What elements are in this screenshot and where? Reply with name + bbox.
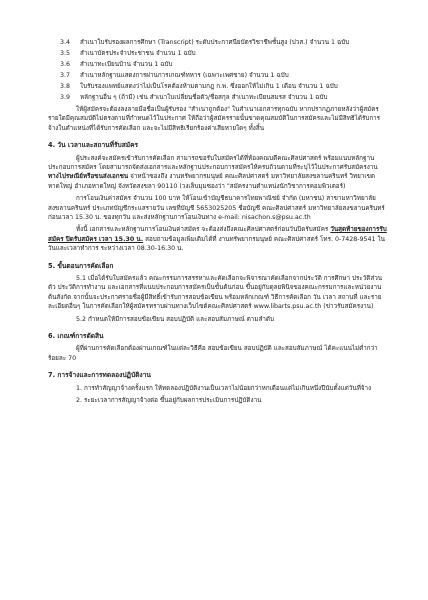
list-number: 3.8 xyxy=(60,82,71,90)
section-5-paragraph-2: 5.2 กำหนดให้มีการสอบข้อเขียน สอบปฏิบัติ และสอบสัมภาษณ์ ตามลำดับ xyxy=(76,315,274,323)
list-item xyxy=(48,49,388,58)
list-item xyxy=(48,93,388,102)
section-7-item-1: 1. การทำสัญญาจ้างครั้งแรก ให้ทดลองปฏิบัติงานเป็นเวลาไม่น้อยกว่าหกเดือนแต่ไม่เกินหนึ่งปีนับตั้งแต่วันที่จ้าง xyxy=(76,384,372,392)
deadline-text: วันสุดท้ายของการรับสมัคร ปิดรับสมัคร เวลา 15.30 น. xyxy=(48,226,387,243)
section-7-item-2: 2. ระยะเวลาการสัญญาจ้างต่อ ขึ้นอยู่กับผลการประเมินการปฏิบัติงาน xyxy=(76,397,262,405)
section-5-heading: 5. ขั้นตอนการคัดเลือก xyxy=(48,261,114,270)
text-span: จ่าหน้าซองถึง งานทรัพยากรมนุษย์ คณะศิลปศาสตร์ มหาวิทยาลัยสงขลานครินทร์ วิทยาเขตหาดใหญ่ อำเภอหาดใหญ่ จังหวัดสงขลา 90110 (วงเล็บมุมซองว่า "สมัครงานตำแหน่งนักวิชาการคอมพิวเตอร์) xyxy=(48,173,375,190)
section-4-paragraph-3 xyxy=(48,225,388,253)
section-5-paragraph-1: 5.1 เมื่อได้รับใบสมัครแล้ว คณะกรรมการสรรหาและคัดเลือกจะพิจารณาคัดเลือกจากประวัติ การศึกษา ประวัติส่วนตัว ประวัติการทำงาน และเอกสารที่แนบประกอบการสมัครเป็นขั้นต้นก่อน ขึ้นอยู่กับดุลยพินิจของคณะกรรมการและหน่วยงานต้นสังกัด จากนั้นจะประกาศรายชื่อผู้มีสิทธิ์เข้ารับการสอบข้อเขียน พร้อมหลักเกณฑ์ วิธีการคัดเลือก วัน เวลา สถานที่ และรายละเอียดอื่นๆ ในการคัดเลือกให้ผู้สมัครทราบผ่านทางเว็บไซต์คณะศิลปศาสตร์ www.libarts.psu.ac.th (ข่าวรับสมัครงาน) xyxy=(48,275,383,311)
list-text: สำเนาบัตรประจำประชาชน จำนวน 1 ฉบับ xyxy=(80,49,196,57)
list-number: 3.9 xyxy=(60,93,71,101)
section-4-paragraph-1 xyxy=(48,154,388,192)
list-number: 3.6 xyxy=(60,60,71,68)
list-number: 3.5 xyxy=(60,49,71,57)
section-4-heading: 4. วัน เวลาและสถานที่รับสมัคร xyxy=(48,141,139,150)
list-item xyxy=(48,60,388,69)
section-6-paragraph-1: ผู้ที่ผ่านการคัดเลือกต้องผ่านเกณฑ์ในแต่ละวิธีคือ สอบข้อเขียน สอบปฏิบัติ และสอบสัมภาษณ์ ได้คะแนนไม่ต่ำกว่าร้อยละ 70 xyxy=(48,345,378,362)
list-text: สำเนาทะเบียนบ้าน จำนวน 1 ฉบับ xyxy=(80,60,173,68)
list-number: 3.4 xyxy=(60,39,71,46)
list-item xyxy=(48,82,388,91)
emphasis-text: ทางไปรษณีย์หรือขนส่งเอกชน xyxy=(48,173,129,181)
list-item xyxy=(48,71,388,80)
certification-paragraph: ให้ผู้สมัครจะต้องลงลายมือชื่อเป็นผู้รับรอง "สำเนาถูกต้อง" ในสำเนาเอกสารทุกฉบับ หากปรากฏภายหลังว่าผู้สมัครรายใดมีคุณสมบัติไม่ตรงตามที่กำหนดไว้ในประกาศ ให้ถือว่าผู้สมัครรายนั้นขาดคุณสมบัติในการสมัครและไม่มีสิทธิได้รับการจ้างในตำแหน่งที่ได้รับการคัดเลือก และจะไม่มีสิทธิเรียกร้องค่าเสียหายใดๆ ทั้งสิ้น xyxy=(48,105,381,132)
section-6-heading: 6. เกณฑ์การตัดสิน xyxy=(48,332,104,341)
list-text: สำเนาหลักฐานแสดงการผ่านการเกณฑ์ทหาร (เฉพาะเพศชาย) จำนวน 1 ฉบับ xyxy=(80,71,289,79)
text-span: ผู้ประสงค์จะสมัครเข้ารับการคัดเลือก สามารถขอรับใบสมัครได้ที่ห้องคณบดีคณะศิลปศาสตร์ พร้อมแนบหลักฐานประกอบการสมัคร โดยสามารถจัดส่งเอกสารและหลักฐานประกอบการสมัครให้ครบถ้วนตามที่ระบุไว้ในประกาศรับสมัครงาน xyxy=(48,154,378,171)
text-span: ทั้งนี้ เอกสารและหลักฐานการโอนเงินค่าสมัคร จะต้องส่งถึงคณะศิลปศาสตร์ก่อนวันปิดรับสมัคร xyxy=(76,226,331,234)
list-text: หลักฐานอื่น ๆ (ถ้ามี) เช่น สำเนาใบเปลี่ยนชื่อตัว/ชื่อสกุล สำเนาทะเบียนสมรส จำนวน 1 ฉบับ xyxy=(80,93,328,101)
text-span: สอบถามข้อมูลเพิ่มเติมได้ที่ งานทรัพยากรมนุษย์ คณะศิลปศาสตร์ โทร. 0-7428-9541 ในวันและเวลาทำการ ระหว่างเวลา 08.30-16.30 น. xyxy=(48,235,385,253)
list-item xyxy=(48,38,388,47)
list-number: 3.7 xyxy=(60,71,71,79)
list-text: สำเนาใบรับรองผลการศึกษา (Transcript) ระดับประกาศนียบัตรวิชาชีพชั้นสูง (ปวส.) จำนวน 1 ฉบับ xyxy=(80,39,350,46)
document-body xyxy=(48,38,388,406)
list-text: ใบรับรองแพทย์แสดงว่าไม่เป็นโรคต้องห้ามตามกฎ ก.พ. ซึ่งออกให้ไม่เกิน 1 เดือน จำนวน 1 ฉบับ xyxy=(80,82,338,90)
section-4-paragraph-2: การโอนเงินค่าสมัคร จำนวน 100 บาท ให้โอนเข้าบัญชีธนาคารไทยพาณิชย์ จำกัด (มหาชน) สาขามหาวิทยาลัยสงขลานครินทร์ ประเภทบัญชีกระแสรายวัน เลขที่บัญชี 5653025205 ชื่อบัญชี คณะศิลปศาสตร์ มหาวิทยาลัยสงขลานครินทร์ ก่อนเวลา 15.30 น. ของทุกวัน และส่งหลักฐานการโอนเงินทาง e-mail: nisachon.s@psu.ac.th xyxy=(48,195,385,221)
section-7-heading: 7. การจ้างและการทดลองปฏิบัติงาน xyxy=(48,371,151,380)
